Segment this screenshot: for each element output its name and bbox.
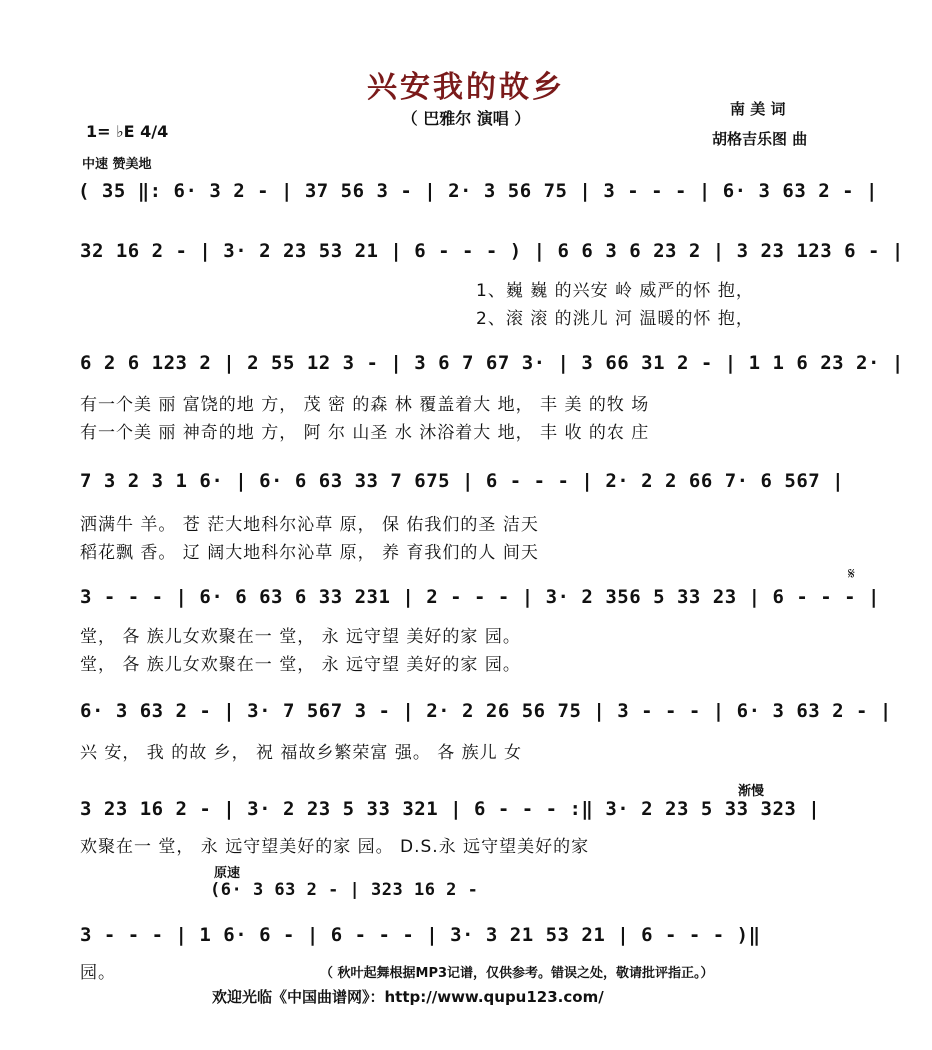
ritardando-marking: 渐慢 xyxy=(738,784,765,799)
footer-link[interactable]: 欢迎光临《中国曲谱网》：http://www.qupu123.com/ xyxy=(212,988,604,1006)
performer-subtitle: （ 巴雅尔 演唱 ） xyxy=(401,109,531,128)
lyric-row-5b: 堂， 各 族儿女欢聚在一 堂， 永 远守望 美好的家 园。 xyxy=(80,655,521,675)
lyric-row-5a: 堂， 各 族儿女欢聚在一 堂， 永 远守望 美好的家 园。 xyxy=(80,627,521,647)
a-tempo-marking: 原速 xyxy=(214,866,241,881)
score-row-4: 7 3 2 3 1 6· | 6· 6 63 33 7 675 | 6 - - - | 2· 2 2 66 7· 6 567 | xyxy=(80,470,845,492)
lyric-row-2a: 1、巍 巍 的兴安 岭 威严的怀 抱， xyxy=(476,281,754,301)
score-row-3: 6 2 6 123 2 | 2 55 12 3 - | 3 6 7 67 3· | 3 66 31 2 - | 1 1 6 23 2· | xyxy=(80,352,904,374)
lyric-row-2b: 2、滚 滚 的洮儿 河 温暖的怀 抱， xyxy=(476,309,754,329)
key-signature: 1= ♭E 4/4 xyxy=(86,122,169,141)
lyric-row-3b: 有一个美 丽 神奇的地 方， 阿 尔 山圣 水 沐浴着大 地， 丰 收 的农 庄 xyxy=(80,423,650,443)
lyric-row-4b: 稻花飘 香。 辽 阔大地科尔沁草 原， 养 育我们的人 间天 xyxy=(80,543,539,563)
lyric-row-6: 兴 安， 我 的故 乡， 祝 福故乡繁荣富 强。 各 族儿 女 xyxy=(80,743,523,763)
lyric-row-8: 园。 xyxy=(80,963,116,983)
score-row-1: ( 35 ‖: 6· 3 2 - | 37 56 3 - | 2· 3 56 75 | 3 - - - | 6· 3 63 2 - | xyxy=(78,180,878,202)
composer-credit: 胡格吉乐图 曲 xyxy=(712,130,808,148)
score-row-5: 3 - - - | 6· 6 63 6 33 231 | 2 - - - | 3· 2 356 5 33 23 | 6 - - - | xyxy=(80,586,880,608)
score-row-8-upper: (6· 3 63 2 - | 323 16 2 - xyxy=(210,880,479,900)
tempo-marking: 中速 赞美地 xyxy=(82,157,152,172)
transcription-note: （ 秋叶起舞根据MP3记谱，仅供参考。错误之处，敬请批评指正。） xyxy=(320,966,714,981)
score-row-2: 32 16 2 - | 3· 2 23 53 21 | 6 - - - ) | 6 6 3 6 23 2 | 3 23 123 6 - | xyxy=(80,240,904,262)
lyric-row-3a: 有一个美 丽 富饶的地 方， 茂 密 的森 林 覆盖着大 地， 丰 美 的牧 场 xyxy=(80,395,650,415)
score-row-8: 3 - - - | 1 6· 6 - | 6 - - - | 3· 3 21 53 21 | 6 - - - )‖ xyxy=(80,924,761,946)
lyric-row-4a: 洒满牛 羊。 苍 茫大地科尔沁草 原， 保 佑我们的圣 洁天 xyxy=(80,515,539,535)
song-title: 兴安我的故乡 xyxy=(367,70,565,105)
lyricist-credit: 南 美 词 xyxy=(730,100,786,118)
segno-sign: 𝄋 xyxy=(848,564,855,583)
score-row-7: 3 23 16 2 - | 3· 2 23 5 33 321 | 6 - - - :‖ 3· 2 23 5 33 323 | xyxy=(80,798,821,820)
score-row-6: 6· 3 63 2 - | 3· 7 567 3 - | 2· 2 26 56 75 | 3 - - - | 6· 3 63 2 - | xyxy=(80,700,892,722)
lyric-row-7: 欢聚在一 堂， 永 远守望美好的家 园。 D.S.永 远守望美好的家 xyxy=(80,837,590,857)
